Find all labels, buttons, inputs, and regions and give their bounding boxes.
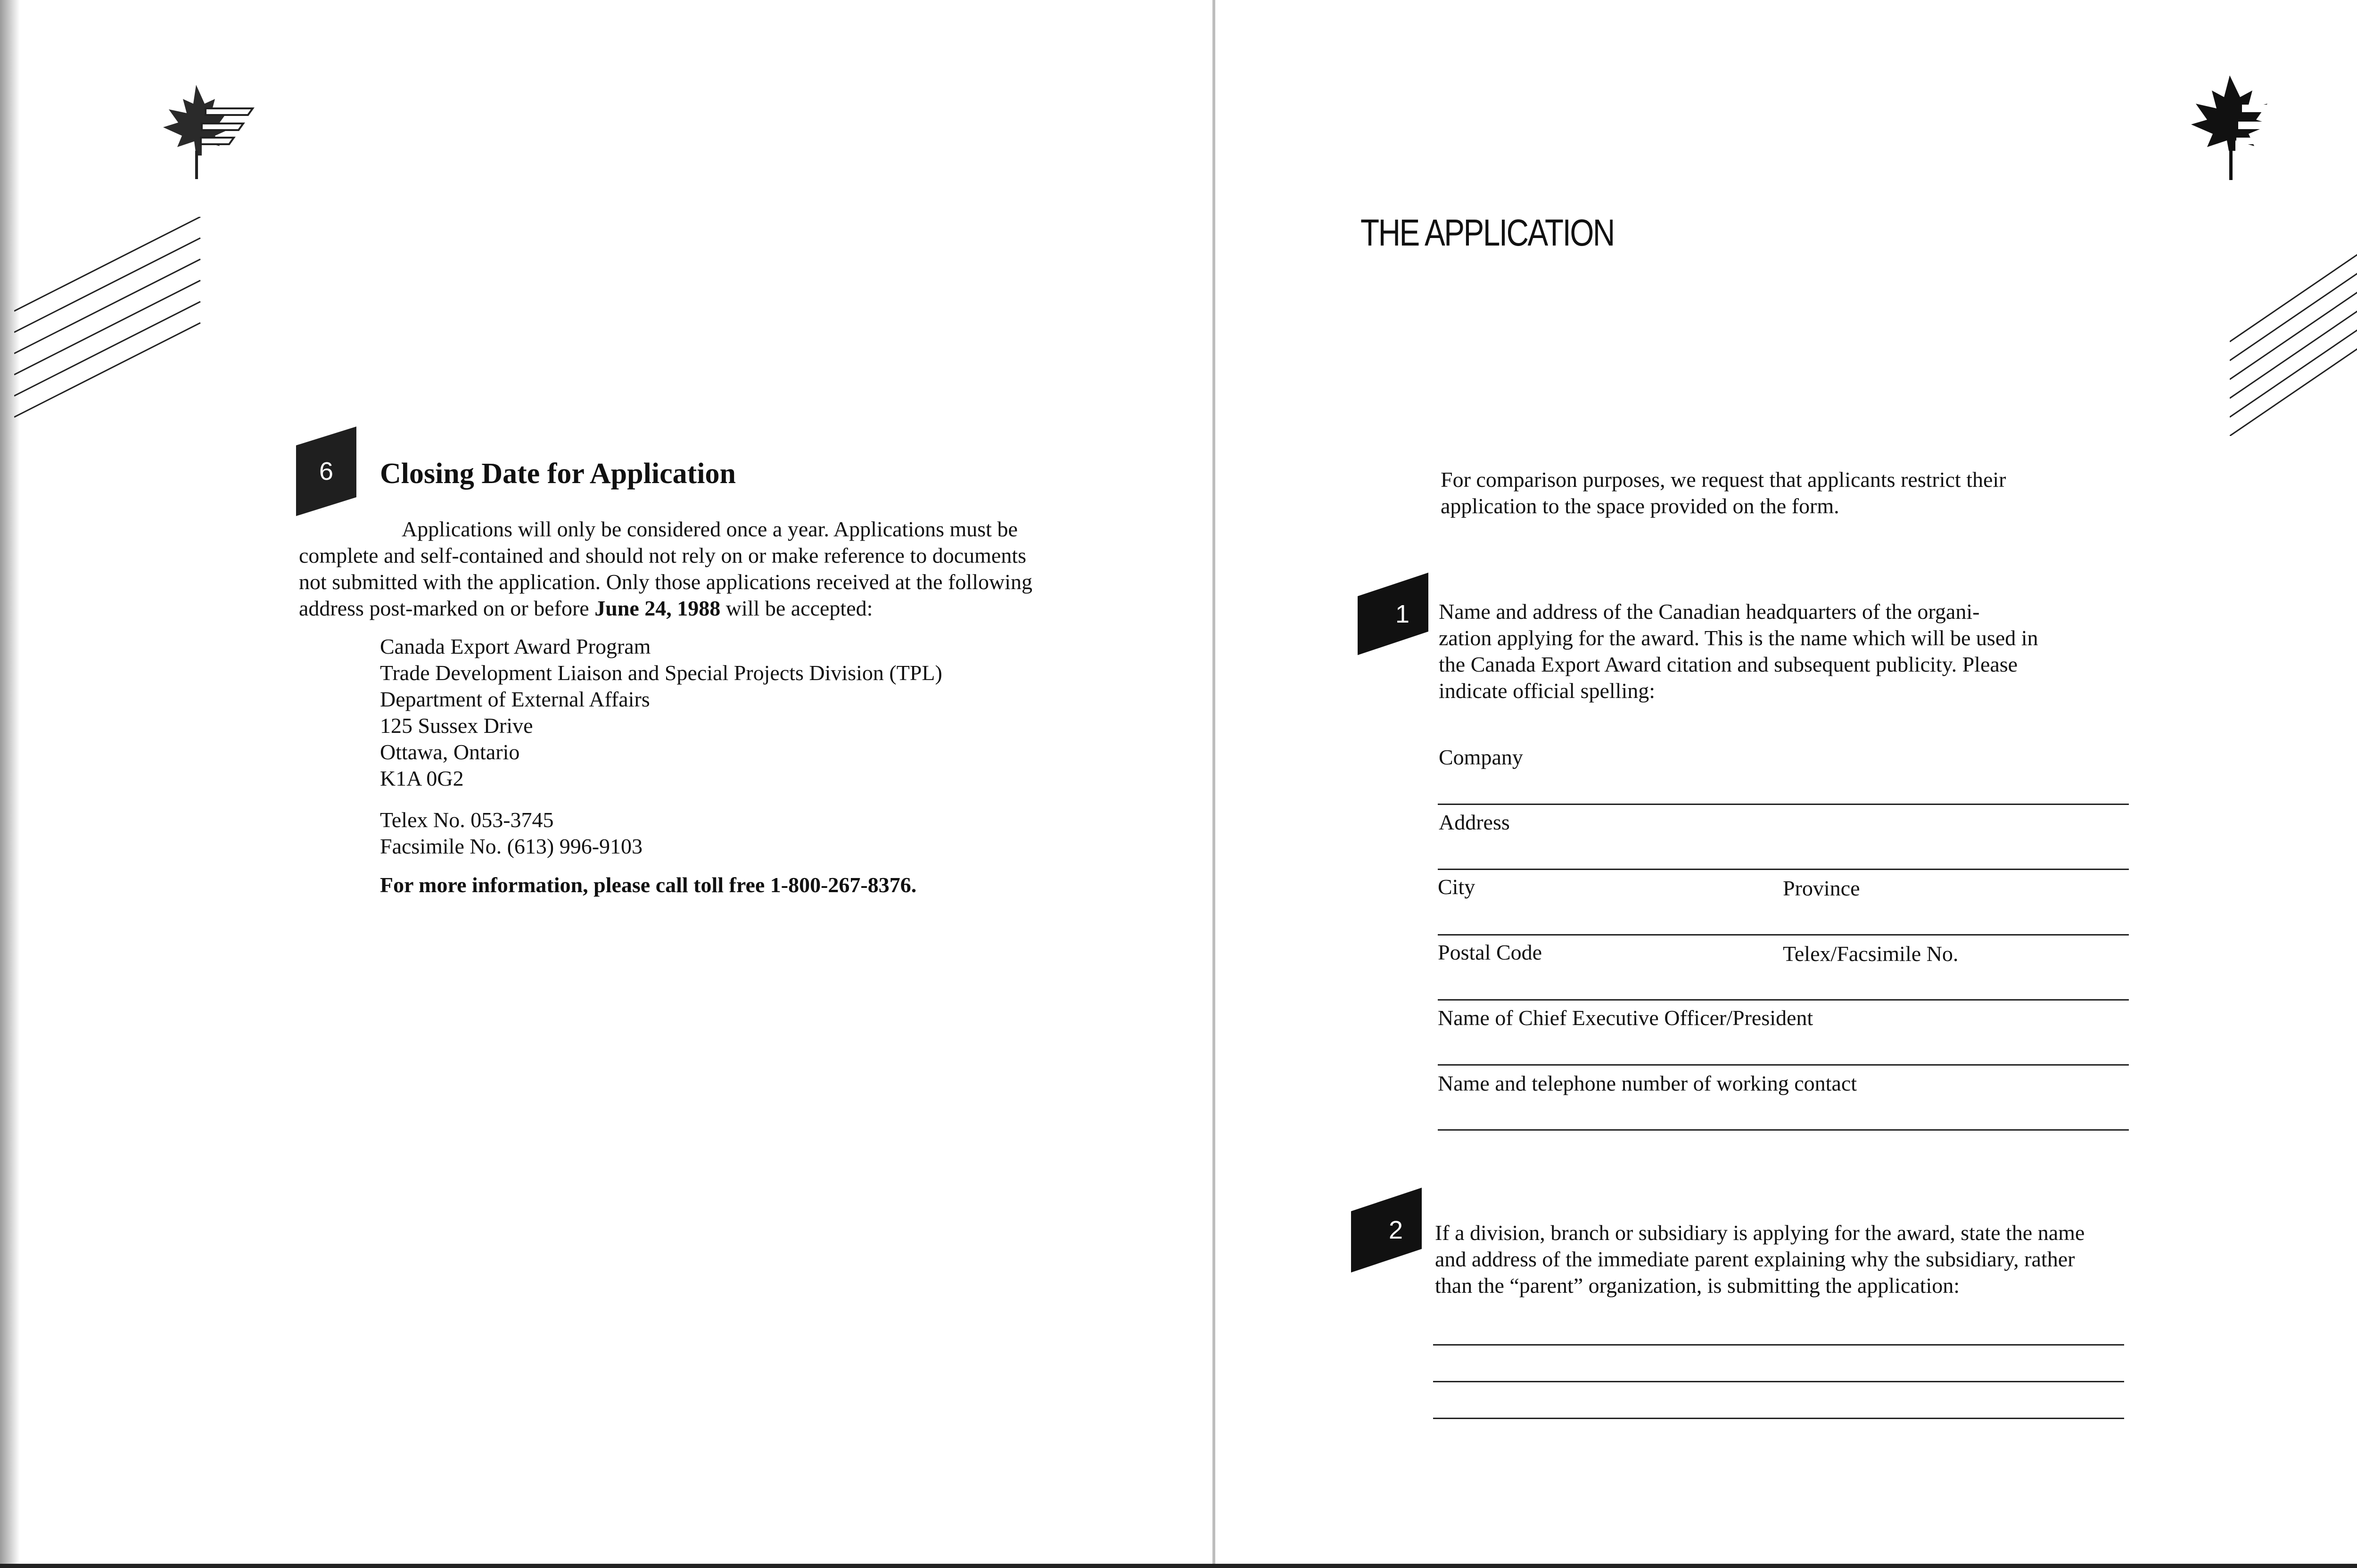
- paragraph-line-4: [299, 595, 1100, 622]
- address-line: Canada Export Award Program: [380, 634, 651, 658]
- diagonal-stripes-icon: [2230, 214, 2357, 436]
- question-2-number: 2: [1388, 1216, 1403, 1244]
- more-info-line: For more information, please call toll free 1-800-267-8376.: [380, 873, 917, 897]
- question-2-line: than the “parent” organization, is submitting the application:: [1435, 1273, 1960, 1297]
- intro-paragraph: [1441, 467, 2148, 519]
- ceo-label: Name of Chief Executive Officer/President: [1438, 1006, 1813, 1030]
- address-line: K1A 0G2: [380, 766, 464, 790]
- address-line: Ottawa, Ontario: [380, 740, 520, 764]
- address-line: 125 Sussex Drive: [380, 714, 533, 738]
- address-field[interactable]: [1438, 869, 2129, 870]
- postal-code-label: Postal Code: [1438, 940, 1542, 964]
- question-2-text: [1435, 1220, 2151, 1299]
- paragraph-line-3: not submitted with the application. Only those applications received at the following: [299, 570, 1032, 594]
- maple-leaf-logo-icon: [149, 80, 257, 184]
- city-province-field[interactable]: [1438, 934, 2129, 936]
- question-2-line: If a division, branch or subsidiary is applying for the award, state the name: [1435, 1221, 2085, 1245]
- company-field[interactable]: [1438, 804, 2129, 805]
- paragraph-line-2: complete and self-contained and should not rely on or make reference to documents: [299, 543, 1026, 567]
- page-title: THE APPLICATION: [1360, 212, 1614, 254]
- paragraph-line-4-suffix: will be accepted:: [720, 596, 873, 620]
- question-1-line: the Canada Export Award citation and subsequent publicity. Please: [1439, 652, 2018, 676]
- telex-fax-label: Telex/Facsimile No.: [1783, 942, 1959, 966]
- paragraph-line-1: Applications will only be considered once a year. Applications must be: [402, 517, 1018, 541]
- postal-telex-field[interactable]: [1438, 999, 2129, 1001]
- province-label: Province: [1783, 876, 1860, 900]
- telex-number: Telex No. 053-3745: [380, 808, 554, 832]
- deadline-date: June 24, 1988: [594, 596, 721, 620]
- section-number: 6: [319, 457, 334, 485]
- question-1-line: indicate official spelling:: [1439, 679, 1656, 703]
- question-2-line: and address of the immediate parent explaining why the subsidiary, rather: [1435, 1247, 2075, 1271]
- question-2-badge: [1351, 1188, 1422, 1272]
- mailing-address: [380, 633, 942, 792]
- scan-edge-bottom: [0, 1564, 2357, 1568]
- maple-leaf-logo-icon: [2183, 71, 2296, 184]
- parent-org-field-2[interactable]: [1433, 1381, 2124, 1382]
- company-label: Company: [1439, 745, 1523, 769]
- address-line: Department of External Affairs: [380, 687, 650, 711]
- question-1-line: zation applying for the award. This is the name which will be used in: [1439, 626, 2038, 650]
- section-6-badge: [291, 427, 361, 516]
- parent-org-field-3[interactable]: [1433, 1418, 2124, 1419]
- intro-line: For comparison purposes, we request that applicants restrict their: [1441, 468, 2006, 492]
- paragraph-line-4-prefix: address post-marked on or before: [299, 596, 595, 620]
- address-line: Trade Development Liaison and Special Projects Division (TPL): [380, 661, 942, 685]
- section-heading: Closing Date for Application: [380, 458, 736, 490]
- diagonal-stripes-icon: [14, 217, 203, 434]
- contact-field[interactable]: [1438, 1129, 2129, 1131]
- question-1-line: Name and address of the Canadian headquarters of the organi-: [1439, 599, 1980, 624]
- closing-date-paragraph: [299, 516, 1100, 622]
- facsimile-number: Facsimile No. (613) 996-9103: [380, 834, 643, 858]
- page-gutter: [1212, 0, 1215, 1568]
- city-label: City: [1438, 875, 1475, 899]
- contact-numbers: [380, 807, 643, 860]
- parent-org-field-1[interactable]: [1433, 1344, 2124, 1346]
- question-1-badge: [1358, 573, 1428, 655]
- intro-line: application to the space provided on the form.: [1441, 494, 1839, 518]
- contact-label: Name and telephone number of working contact: [1438, 1071, 1857, 1095]
- question-1-number: 1: [1395, 599, 1410, 628]
- ceo-field[interactable]: [1438, 1064, 2129, 1066]
- question-1-text: [1439, 599, 2146, 704]
- address-label: Address: [1439, 810, 1510, 834]
